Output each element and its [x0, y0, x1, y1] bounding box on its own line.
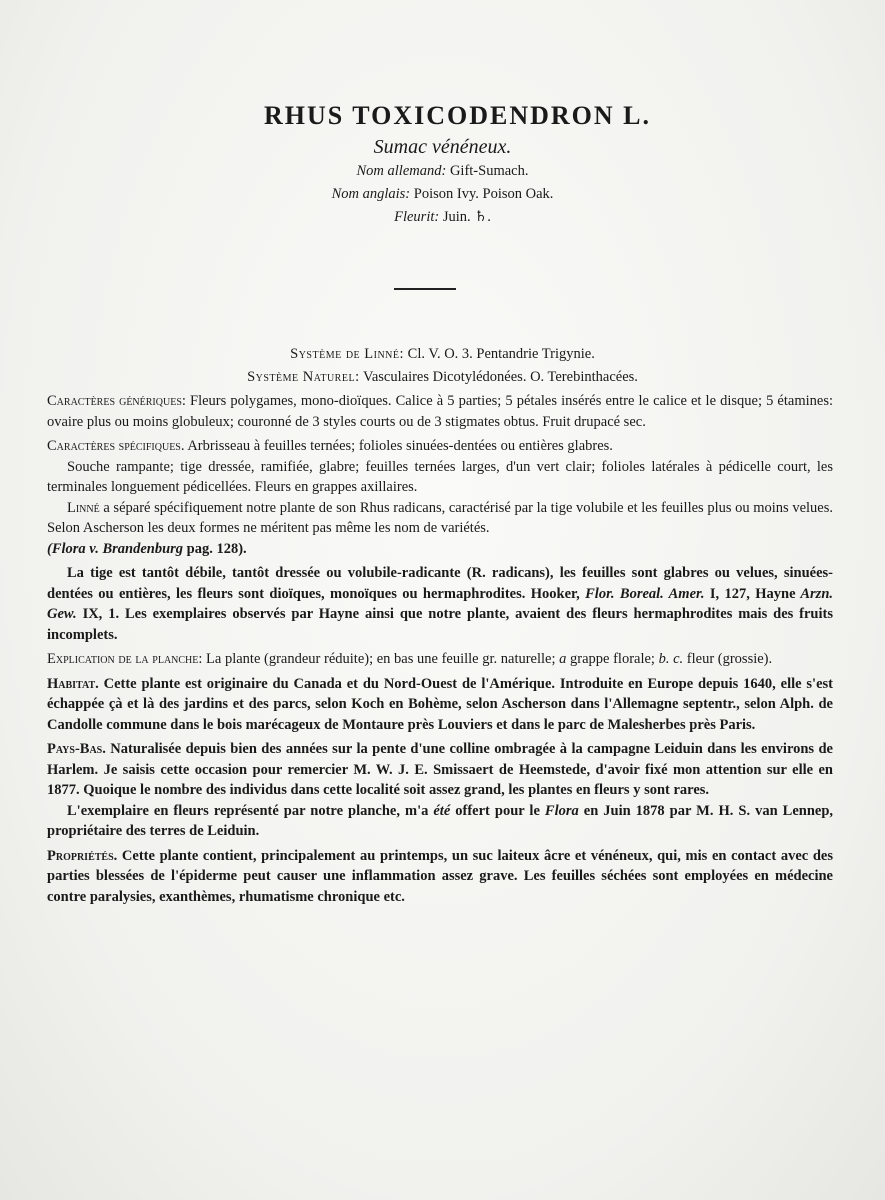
stem-paragraph — [47, 563, 833, 645]
specific-characters-heading: Caractères spécifiques. — [47, 438, 185, 454]
generic-characters-heading: Caractères génériques: — [47, 393, 186, 409]
stem-text-a: La tige est tantôt débile, tantôt dressée ou volubile-radicante (R. radicans), les feuilles sont glabres ou velues, sinuées-dentées ou entières, les fleurs sont dioïques, monoïques ou hermaphrodites. Hooker, — [47, 565, 833, 602]
stem-text-b: I, 127, Hayne — [704, 585, 796, 602]
netherlands-heading: Pays-Bas. — [47, 741, 106, 757]
german-name-line — [0, 160, 885, 183]
properties-text: Cette plante contient, principalement au printemps, un suc laiteux âcre et vénéneux, qui, mis en contact avec des parties blessées de l'épiderme peut causer une inflammation assez grave. Les feuilles séchées sont employées en médecine contre paralysies, exanthèmes, rhumatisme chronique etc. — [47, 847, 833, 905]
linne-system-value: Cl. V. O. 3. Pentandrie Trigynie. — [404, 346, 595, 362]
specimen-flora: Flora — [539, 802, 579, 819]
german-name-value: Gift-Sumach. — [446, 163, 529, 179]
habitat-paragraph — [47, 674, 833, 736]
specimen-paragraph — [47, 801, 833, 842]
flora-reference-page: pag. 128). — [183, 540, 247, 557]
body-text — [47, 391, 833, 911]
plate-letters-bc: b. c. — [654, 651, 684, 667]
natural-system-value: Vasculaires Dicotylédonées. O. Terebinthacées. — [359, 369, 638, 385]
properties-heading: Propriétés. — [47, 847, 118, 864]
specimen-text-b: offert pour le — [450, 802, 540, 819]
plate-explanation-text-c: fleur (grossie). — [683, 651, 773, 667]
linne-text: a séparé spécifiquement notre plante de son Rhus radicans, caractérisé par la tige volubile et les feuilles plus ou moins velues. Selon Ascherson les deux formes ne méritent pas même les nom de variétés. — [47, 499, 833, 536]
linne-system-label: Système de Linné: — [290, 346, 405, 362]
english-name-label: Nom anglais: — [331, 186, 411, 202]
properties-paragraph — [47, 846, 833, 908]
stem-text-c: IX, 1. Les exemplaires observés par Hayne ainsi que notre plante, avaient des fleurs hermaphrodites mais des fruits incomplets. — [47, 606, 833, 643]
linne-name: Linné — [67, 499, 100, 516]
specific-characters-paragraph — [47, 436, 833, 457]
stem-reference-2: Arzn. Gew. — [47, 585, 834, 622]
generic-characters-paragraph — [47, 391, 833, 432]
specimen-text-a: L'exemplaire en fleurs représenté par notre planche, m'a — [67, 802, 429, 819]
habitat-heading: Habitat. — [47, 675, 99, 692]
specimen-ete: été — [428, 802, 451, 819]
natural-system-label: Système Naturel: — [247, 369, 360, 385]
specimen-text-c: en Juin 1878 par M. H. S. van Lennep, propriétaire des terres de Leiduin. — [47, 802, 834, 839]
english-name-line — [0, 183, 885, 206]
generic-characters-text: Fleurs polygames, mono-dioïques. Calice à 5 parties; 5 pétales insérés entre le calice et le disque; 5 étamines: ovaire plus ou moins globuleux; couronné de 3 styles courts ou de 3 stigmates obtus. Fruit drupacé sec. — [47, 393, 833, 430]
linne-paragraph — [47, 498, 833, 560]
common-name: Sumac vénéneux. — [373, 136, 512, 158]
flowering-value: Juin. ♄. — [439, 209, 491, 225]
habitat-text: Cette plante est originaire du Canada et du Nord-Ouest de l'Amérique. Introduite en Europe depuis 1640, elle s'est échappée çà et là des jardins et des parcs, selon Koch en Bohème, selon Ascherson dans l'Allemagne septentr., selon Alph. de Candolle commune dans le bois marécageux de Montaure près Louviers et dans le parc de Malesherbes près Paris. — [47, 675, 833, 733]
natural-system-line — [0, 366, 885, 389]
rootstock-paragraph: Souche rampante; tige dressée, ramifiée, glabre; feuilles ternées larges, d'un vert clair; folioles latérales à pédicelle court, les terminales longuement pédicellées. Fleurs en grappes axillaires. — [47, 458, 833, 495]
flowering-line — [0, 206, 885, 229]
netherlands-text: Naturalisée depuis bien des années sur la pente d'une colline ombragée à la campagne Leiduin dans les environs de Harlem. Je saisis cette occasion pour remercier M. W. J. E. Smissaert de Heemstede, d'avoir fixé mon attention sur elle en 1877. Quoique le nombre des individus dans cette localité soit assez grand, les plantes en fleurs y sont rares. — [47, 741, 833, 798]
plate-explanation-paragraph — [47, 649, 833, 670]
netherlands-paragraph — [47, 739, 833, 801]
classification-block — [0, 343, 885, 389]
plate-explanation-text-b: grappe florale; — [566, 651, 655, 667]
plate-letter-a: a — [555, 651, 567, 667]
flora-reference: (Flora v. Brandenburg — [47, 540, 184, 557]
linne-system-line — [0, 343, 885, 366]
divider-rule — [394, 288, 456, 290]
plate-explanation-heading: Explication de la planche: — [47, 651, 203, 667]
flowering-label: Fleurit: — [394, 209, 440, 225]
specific-characters-text: Arbrisseau à feuilles ternées; folioles sinuées-dentées ou entières glabres. — [184, 438, 613, 454]
page-title: RHUS TOXICODENDRON L. — [263, 101, 652, 130]
header — [0, 100, 885, 229]
english-name-value: Poison Ivy. Poison Oak. — [410, 186, 554, 202]
german-name-label: Nom allemand: — [356, 163, 447, 179]
plate-explanation-text-a: La plante (grandeur réduite); en bas une feuille gr. naturelle; — [202, 651, 556, 667]
stem-reference-1: Flor. Boreal. Amer. — [579, 585, 705, 602]
